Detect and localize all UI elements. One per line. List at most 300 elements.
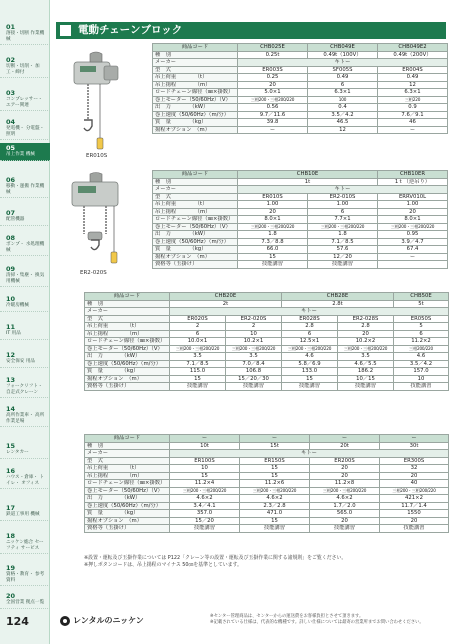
table-cell: 15t: [240, 442, 310, 450]
table-cell: 1550: [380, 510, 449, 518]
table-cell: 技能講習: [226, 383, 282, 391]
table-cell: 10: [394, 375, 449, 383]
table-cell: 三相200・三相200/220: [170, 487, 240, 495]
sidebar-item-number: 16: [6, 467, 16, 475]
table-cell: 1.00: [378, 201, 448, 209]
sidebar-item-label: 吊上作業 機械: [6, 152, 36, 157]
table-cell: 6.3×1: [308, 89, 378, 97]
table-cell: 資格等（玉掛け）: [85, 383, 170, 391]
table-cell: 技能講習: [380, 525, 449, 533]
table-row: [85, 472, 449, 480]
table-cell: 三相200・三相200/220: [170, 345, 226, 353]
table-cell: 10.2×1: [226, 338, 282, 346]
table-cell: 巻上モーター（50/60Hz）（V）: [153, 223, 238, 231]
table-cell: [378, 261, 448, 269]
sidebar-item-label: 配管機器: [6, 217, 25, 222]
table-row: [153, 201, 448, 209]
table-cell: キトー: [238, 186, 448, 194]
table-cell: 技能講習: [170, 525, 240, 533]
table-cell: 186.2: [338, 368, 394, 376]
table-header-row: [153, 44, 448, 52]
table-row: [85, 338, 449, 346]
sidebar-item-number: 12: [6, 351, 16, 359]
sidebar-item-02[interactable]: [0, 55, 50, 78]
table-header-cell: 商品コード: [153, 44, 238, 52]
table-cell: 三相200・三相200/220: [238, 96, 308, 104]
table-cell: 巻上速度（50/60Hz）（m/分）: [153, 238, 238, 246]
sidebar-item-number: 07: [6, 209, 16, 217]
table-row: [153, 186, 448, 194]
table-header-cell: CHB049E2: [378, 44, 448, 52]
table-cell: 4.6×2: [240, 495, 310, 503]
table-cell: 巻上速度（50/60Hz）（m/分）: [85, 502, 170, 510]
table-row: [85, 300, 449, 308]
sidebar-item-11[interactable]: [0, 322, 50, 340]
table-cell: 4.6: [394, 353, 449, 361]
note-line: ※押しボタンコードは、吊上揚程のマイナス 50㎝を基準としています。: [84, 561, 242, 568]
sidebar-item-06[interactable]: [0, 175, 50, 198]
sidebar-item-number: 15: [6, 442, 16, 450]
table-row: [153, 89, 448, 97]
table-cell: ER2-020S: [226, 315, 282, 323]
table-cell: 吊上荷重 （t）: [153, 201, 238, 209]
table-cell: キトー: [170, 308, 449, 316]
chain-block-image-1: [66, 50, 128, 150]
sidebar-item-label: 高所作業車・ 高所作業足場: [6, 413, 45, 424]
table-cell: 資格等（玉掛け）: [153, 261, 238, 269]
sidebar-item-12[interactable]: [0, 350, 50, 368]
table-cell: 4.6×2: [170, 495, 240, 503]
table-cell: 6.3×1: [378, 89, 448, 97]
table-row: [85, 450, 449, 458]
table-cell: 1.7／2.0: [310, 502, 380, 510]
table-cell: ERRV010L: [378, 193, 448, 201]
table-cell: 20: [310, 472, 380, 480]
table-cell: 1.8: [308, 231, 378, 239]
table-row: [85, 360, 449, 368]
table-cell: 吊上揚程 （m）: [153, 208, 238, 216]
table-row: [85, 457, 449, 465]
sidebar-item-16[interactable]: [0, 466, 50, 489]
table-header-cell: CHB50E: [394, 293, 449, 301]
table-cell: 66.0: [238, 246, 308, 254]
table-cell: 1t: [238, 178, 378, 186]
table-cell: 12: [308, 126, 378, 134]
table-cell: キトー: [170, 450, 449, 458]
table-cell: 種 別: [85, 300, 170, 308]
table-cell: 2.3／2.8: [240, 502, 310, 510]
table-cell: SF005S: [308, 66, 378, 74]
notes: [84, 555, 449, 568]
table-cell: 8.0×1: [238, 216, 308, 224]
sidebar-item-08[interactable]: [0, 233, 50, 256]
table-cell: 115.0: [170, 368, 226, 376]
table-cell: 20: [238, 208, 308, 216]
table-cell: 種 別: [153, 178, 238, 186]
table-cell: 技能講習: [308, 261, 378, 269]
table-cell: ER2-010S: [308, 193, 378, 201]
table-cell: 0.95: [378, 231, 448, 239]
table-cell: 3.4／4.1: [170, 502, 240, 510]
sidebar-item-number: 13: [6, 376, 16, 384]
table-cell: 3.5: [170, 353, 226, 361]
table-cell: 157.0: [394, 368, 449, 376]
table-row: [85, 315, 449, 323]
sidebar-item-18[interactable]: [0, 531, 50, 554]
table-row: [85, 495, 449, 503]
table-row: [153, 111, 448, 119]
brand-logo: [60, 615, 144, 626]
table-cell: 質 量 （kg）: [153, 119, 238, 127]
table-cell: 15: [240, 472, 310, 480]
table-cell: 1.00: [238, 201, 308, 209]
table-cell: 三相200・三相200/220: [380, 487, 449, 495]
table-header-cell: CHB28E: [282, 293, 394, 301]
table-header-cell: CHB10ER: [378, 171, 448, 179]
table-cell: メーカー: [153, 59, 238, 67]
footer-note-line: ※センター管理商品は、センターからの運送費をお客様負担とさせて頂きます。: [210, 614, 364, 619]
table-cell: 15／20／30: [226, 375, 282, 383]
table-cell: ER2-028S: [338, 315, 394, 323]
table-cell: メーカー: [85, 308, 170, 316]
sidebar-item-number: 10: [6, 295, 16, 303]
note-line: ※設置・運転及び玉掛作業については P122「クレーン等の設置・運転及び玉掛作業に関する諸規則」をご覧ください。: [84, 555, 347, 561]
table-header-cell: 商品コード: [153, 171, 238, 179]
sidebar-item-03[interactable]: [0, 88, 50, 111]
table-cell: 出 力 （kW）: [85, 495, 170, 503]
table-cell: 1.00: [308, 201, 378, 209]
sidebar-item-07[interactable]: [0, 208, 50, 226]
table-cell: 4.6／5.5: [338, 360, 394, 368]
sidebar-item-09[interactable]: [0, 264, 50, 287]
table-cell: 0.25: [238, 74, 308, 82]
spec-table-4: [84, 434, 449, 533]
table-cell: 3.5／4.2: [308, 111, 378, 119]
page-title: 電動チェーンブロック: [78, 24, 183, 36]
table-row: [85, 525, 449, 533]
table-cell: ER010S: [238, 193, 308, 201]
table-row: [153, 261, 448, 269]
table-cell: 20: [310, 465, 380, 473]
table-header-cell: CHB049E: [308, 44, 378, 52]
table-cell: 133.0: [282, 368, 338, 376]
table-row: [153, 81, 448, 89]
page-number: 124: [6, 615, 29, 628]
table-cell: 11.7／1.4: [380, 502, 449, 510]
sidebar-item-label: コンプレッサー・ エアー関連: [6, 97, 43, 108]
table-cell: 20: [310, 517, 380, 525]
sidebar-item-17[interactable]: [0, 503, 50, 521]
table-cell: 2t: [170, 300, 282, 308]
sidebar-item-number: 06: [6, 176, 16, 184]
sidebar-item-label: IT 用品: [6, 331, 21, 336]
table-cell: 揚程オプション （m）: [153, 253, 238, 261]
table-cell: 巻上速度（50/60Hz）（m/分）: [153, 111, 238, 119]
spec-table-1: [152, 43, 448, 134]
sidebar-item-05[interactable]: [0, 143, 50, 161]
table-cell: 57.6: [308, 246, 378, 254]
table-cell: 三相200/220: [394, 345, 449, 353]
table-cell: 9.7／11.6: [238, 111, 308, 119]
table-cell: 6: [308, 81, 378, 89]
sidebar-item-number: 19: [6, 564, 16, 572]
table-cell: ロードチェーン線径（㎜×掛数）: [153, 216, 238, 224]
table-cell: 揚程オプション （m）: [85, 517, 170, 525]
sidebar-item-number: 18: [6, 532, 16, 540]
sidebar-item-number: 20: [6, 592, 16, 600]
table-cell: 5: [394, 323, 449, 331]
table-cell: 型 式: [153, 193, 238, 201]
table-cell: 出 力 （kW）: [85, 353, 170, 361]
table-cell: 11.2×6: [240, 480, 310, 488]
table-cell: 吊上荷重 （t）: [153, 74, 238, 82]
sidebar-item-label: 全国営業 拠点一覧: [6, 600, 45, 605]
table-cell: 0.4: [308, 104, 378, 112]
table-cell: 100: [308, 96, 378, 104]
table-row: [85, 353, 449, 361]
table-cell: 357.0: [170, 510, 240, 518]
table-cell: 吊上揚程 （m）: [153, 81, 238, 89]
table-cell: 2: [170, 323, 226, 331]
table-cell: 12: [378, 81, 448, 89]
sidebar-item-label: 清掃・集塵・ 換気用機械: [6, 273, 45, 284]
sidebar-item-number: 09: [6, 265, 16, 273]
table-cell: 471.0: [240, 510, 310, 518]
footer-note-line: ※記載されている仕様は、代表的な機種です。詳しい仕様については最寄の営業所までお問い合わせください。: [210, 619, 424, 625]
table-cell: ER100S: [170, 457, 240, 465]
table-header-row: [85, 293, 449, 301]
table-cell: 40: [380, 480, 449, 488]
table-row: [85, 330, 449, 338]
table-cell: 8.0×1: [378, 216, 448, 224]
table-row: [153, 119, 448, 127]
table-cell: 20: [378, 208, 448, 216]
table-cell: 0.49: [308, 74, 378, 82]
table-row: [85, 465, 449, 473]
table-cell: 15: [282, 375, 338, 383]
table-cell: ER200S: [310, 457, 380, 465]
table-cell: ー: [378, 126, 448, 134]
table-cell: 7.0／8.4: [226, 360, 282, 368]
table-cell: 4.6×2: [310, 495, 380, 503]
table-cell: 巻上モーター（50/60Hz）（V）: [85, 487, 170, 495]
table-cell: 20: [338, 330, 394, 338]
table-cell: 15: [170, 472, 240, 480]
table-cell: 67.4: [378, 246, 448, 254]
image-caption-1: ER010S: [86, 153, 108, 159]
sidebar-item-label: 移動・運搬 作業機械: [6, 184, 45, 195]
sidebar-item-04[interactable]: [0, 117, 50, 140]
table-cell: 資格等（玉掛け）: [85, 525, 170, 533]
table-row: [153, 104, 448, 112]
table-cell: ER050S: [394, 315, 449, 323]
table-cell: 10t: [170, 442, 240, 450]
table-cell: 巻上モーター（50/60Hz）（V）: [153, 96, 238, 104]
image-caption-2: ER2-020S: [80, 270, 107, 276]
table-cell: 11.2×4: [170, 480, 240, 488]
table-cell: 10: [226, 330, 282, 338]
sidebar-item-label: ポンプ・ 水処理機械: [6, 242, 45, 253]
table-cell: 565.0: [310, 510, 380, 518]
sidebar-item-label: ニッケン総合 セーフティ サービス: [6, 540, 44, 551]
table-cell: 11.2×8: [310, 480, 380, 488]
table-cell: ER300S: [380, 457, 449, 465]
table-cell: 4.6: [282, 353, 338, 361]
table-row: [153, 178, 448, 186]
table-row: [85, 323, 449, 331]
table-cell: 20t: [310, 442, 380, 450]
sidebar-item-number: 03: [6, 89, 16, 97]
table-cell: 5.8／6.9: [282, 360, 338, 368]
sidebar-item-19[interactable]: [0, 563, 50, 586]
sidebar-item-14[interactable]: [0, 404, 50, 427]
table-cell: 7.7×1: [308, 216, 378, 224]
table-row: [153, 223, 448, 231]
table-cell: 7.1／8.5: [170, 360, 226, 368]
table-cell: 12.5×1: [282, 338, 338, 346]
table-cell: ER020S: [170, 315, 226, 323]
table-header-cell: 商品コード: [85, 293, 170, 301]
table-header-row: [85, 435, 449, 443]
table-cell: 3.5: [338, 353, 394, 361]
table-cell: 20: [238, 81, 308, 89]
table-cell: 46.5: [308, 119, 378, 127]
table-cell: 5.0×1: [238, 89, 308, 97]
table-cell: ER150S: [240, 457, 310, 465]
table-row: [85, 442, 449, 450]
table-cell: 2: [226, 323, 282, 331]
table-cell: 技能講習: [238, 261, 308, 269]
table-row: [85, 368, 449, 376]
table-row: [153, 59, 448, 67]
sidebar-item-15[interactable]: [0, 441, 50, 459]
table-cell: 10: [170, 465, 240, 473]
sidebar-item-10[interactable]: [0, 294, 50, 312]
sidebar-item-label: 冷暖房機械: [6, 303, 29, 308]
table-row: [85, 480, 449, 488]
sidebar-item-number: 01: [6, 23, 16, 31]
table-cell: 7.6／9.1: [378, 111, 448, 119]
sidebar-item-number: 11: [6, 323, 16, 331]
table-row: [85, 517, 449, 525]
table-row: [153, 208, 448, 216]
page-title-bar: [56, 22, 446, 39]
table-cell: 三相220: [378, 96, 448, 104]
table-cell: 型 式: [85, 315, 170, 323]
table-cell: ER028S: [282, 315, 338, 323]
table-cell: 7.1／8.5: [308, 238, 378, 246]
table-cell: 三相200・三相200/220: [226, 345, 282, 353]
footer-note: [210, 614, 450, 625]
table-cell: 46: [378, 119, 448, 127]
table-row: [153, 51, 448, 59]
sidebar-item-label: 安全保安 用品: [6, 359, 36, 364]
table-cell: 質 量 （kg）: [85, 510, 170, 518]
table-row: [85, 502, 449, 510]
table-row: [85, 383, 449, 391]
table-cell: 種 別: [153, 51, 238, 59]
chain-block-image-2: [62, 172, 132, 267]
table-cell: ー: [378, 253, 448, 261]
sidebar-item-01[interactable]: [0, 22, 50, 45]
brand-logo-icon: [60, 616, 70, 626]
table-cell: 三相200・三相200/220: [378, 223, 448, 231]
sidebar-item-number: 04: [6, 118, 16, 126]
table-cell: 15／20: [170, 517, 240, 525]
table-cell: 吊上荷重 （t）: [85, 323, 170, 331]
table-row: [153, 216, 448, 224]
table-cell: 0.49: [378, 74, 448, 82]
table-cell: 15: [240, 465, 310, 473]
spec-table-2: [152, 170, 448, 269]
sidebar-item-label: 溶接・切断 作業機械: [6, 31, 45, 42]
sidebar-item-label: フォークリフト・ 自走式クレーン: [6, 384, 43, 395]
table-cell: 型 式: [85, 457, 170, 465]
table-cell: 吊上揚程 （m）: [85, 472, 170, 480]
table-cell: キトー: [238, 59, 448, 67]
table-row: [153, 253, 448, 261]
table-cell: 型 式: [153, 66, 238, 74]
table-cell: 2.8t: [282, 300, 394, 308]
table-row: [153, 126, 448, 134]
table-cell: 三相200・三相200/220: [310, 487, 380, 495]
table-cell: ロードチェーン線径（㎜×掛数）: [85, 480, 170, 488]
sidebar-item-label: 鉄道工事用 機械: [6, 512, 40, 517]
table-cell: 0.56: [238, 104, 308, 112]
table-cell: 15: [240, 517, 310, 525]
table-cell: 10.2×2: [338, 338, 394, 346]
sidebar-item-number: 17: [6, 504, 16, 512]
table-cell: 6: [394, 330, 449, 338]
sidebar-item-13[interactable]: [0, 375, 50, 398]
table-cell: 巻上モーター（50/60Hz）（V）: [85, 345, 170, 353]
table-row: [85, 375, 449, 383]
table-cell: 12／20: [308, 253, 378, 261]
table-cell: 15: [238, 253, 308, 261]
table-row: [153, 231, 448, 239]
table-cell: 吊上荷重 （t）: [85, 465, 170, 473]
table-cell: 5t: [394, 300, 449, 308]
sidebar-item-20[interactable]: [0, 591, 50, 609]
sidebar-item-label: 切断・切削・ 加工・締付: [6, 64, 40, 75]
table-row: [153, 246, 448, 254]
sidebar-item-label: 発電機・ 分電盤・照明: [6, 126, 45, 137]
table-cell: 技能講習: [394, 383, 449, 391]
table-cell: 10／15: [338, 375, 394, 383]
table-cell: 39.8: [238, 119, 308, 127]
title-square-icon: [60, 25, 71, 36]
table-cell: 3.5／4.2: [394, 360, 449, 368]
table-cell: ER004S: [378, 66, 448, 74]
table-cell: 三相200・三相200/220: [240, 487, 310, 495]
table-header-cell: ー: [380, 435, 449, 443]
table-cell: 技能講習: [338, 383, 394, 391]
table-cell: 巻上速度（50/60Hz）（m/分）: [85, 360, 170, 368]
table-cell: ER003S: [238, 66, 308, 74]
sidebar-item-label: ハウス・倉庫・ トイレ・ オフィス: [6, 475, 45, 486]
table-row: [85, 345, 449, 353]
sidebar-item-label: 資格・教育・ 参考資料: [6, 572, 45, 583]
table-cell: 三相200・三相200/220: [282, 345, 338, 353]
table-cell: 32: [380, 465, 449, 473]
table-cell: 30t: [380, 442, 449, 450]
table-cell: 20: [380, 517, 449, 525]
table-cell: 質 量 （kg）: [85, 368, 170, 376]
sidebar-item-number: 02: [6, 56, 16, 64]
table-row: [153, 238, 448, 246]
spec-table-3: [84, 292, 449, 391]
table-cell: 6: [308, 208, 378, 216]
